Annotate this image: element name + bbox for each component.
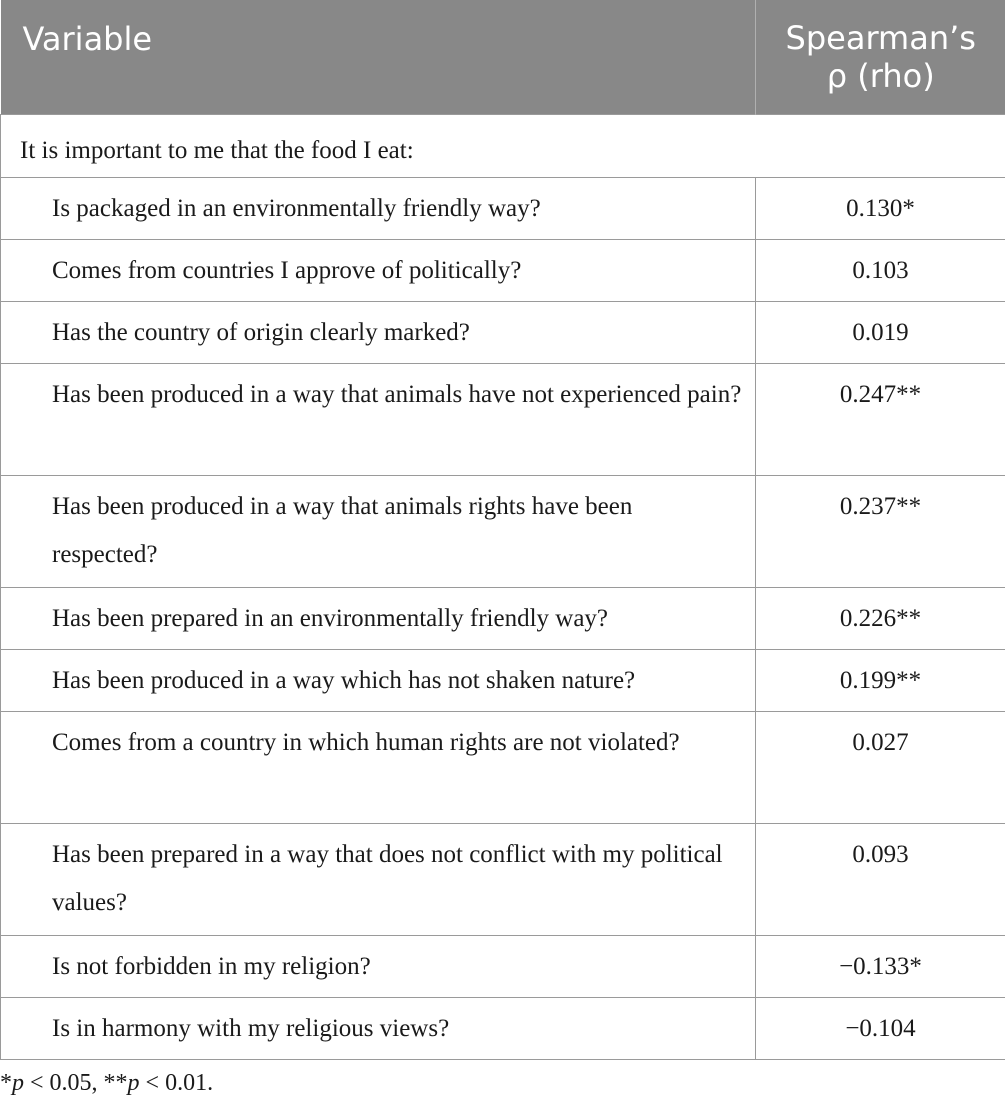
rho-value: 0.247** [756, 363, 1005, 475]
header-row [1, 0, 1005, 114]
table-row [1, 935, 1005, 997]
footnote-threshold-2: < 0.01. [139, 1070, 214, 1096]
intro-row [1, 114, 1005, 177]
footnote-star: * [0, 1070, 12, 1096]
variable-label: Comes from countries I approve of politically? [1, 239, 756, 301]
rho-value: 0.019 [756, 301, 1005, 363]
variable-label: Has been produced in a way that animals have not experienced pain? [1, 363, 756, 475]
rho-value: 0.130* [756, 177, 1005, 239]
variable-label: Has been produced in a way which has not shaken nature? [1, 649, 756, 711]
footnote-p-symbol: p [12, 1070, 24, 1096]
table-row [1, 649, 1005, 711]
table-row [1, 177, 1005, 239]
spearman-header-line2: ρ (rho) [826, 57, 935, 95]
variable-label: Is in harmony with my religious views? [1, 997, 756, 1059]
table-row [1, 823, 1005, 935]
table-row [1, 239, 1005, 301]
footnote-threshold-1: < 0.05, ** [24, 1070, 128, 1096]
table-row [1, 475, 1005, 587]
rho-value: 0.093 [756, 823, 1005, 935]
significance-footnote [0, 1068, 213, 1098]
spearman-header-line1: Spearman’s [785, 19, 976, 57]
table-row [1, 301, 1005, 363]
table-row [1, 363, 1005, 475]
variable-label: Has the country of origin clearly marked? [1, 301, 756, 363]
variable-label: Has been prepared in an environmentally friendly way? [1, 587, 756, 649]
intro-text: It is important to me that the food I eat: [1, 114, 1005, 177]
rho-value: −0.133* [756, 935, 1005, 997]
rho-value: 0.237** [756, 475, 1005, 587]
variable-label: Has been prepared in a way that does not conflict with my political values? [1, 823, 756, 935]
variable-label: Comes from a country in which human rights are not violated? [1, 711, 756, 823]
footnote-p-symbol: p [127, 1070, 140, 1096]
rho-value: −0.104 [756, 997, 1005, 1059]
variable-label: Is packaged in an environmentally friendly way? [1, 177, 756, 239]
rho-value: 0.199** [756, 649, 1005, 711]
rho-value: 0.027 [756, 711, 1005, 823]
table-row [1, 711, 1005, 823]
variable-column-header: Variable [1, 0, 756, 114]
table-row [1, 587, 1005, 649]
rho-value: 0.226** [756, 587, 1005, 649]
rho-value: 0.103 [756, 239, 1005, 301]
variable-label: Is not forbidden in my religion? [1, 935, 756, 997]
table-row [1, 997, 1005, 1059]
variable-label: Has been produced in a way that animals rights have been respected? [1, 475, 756, 587]
spearman-rho-column-header [756, 0, 1005, 114]
